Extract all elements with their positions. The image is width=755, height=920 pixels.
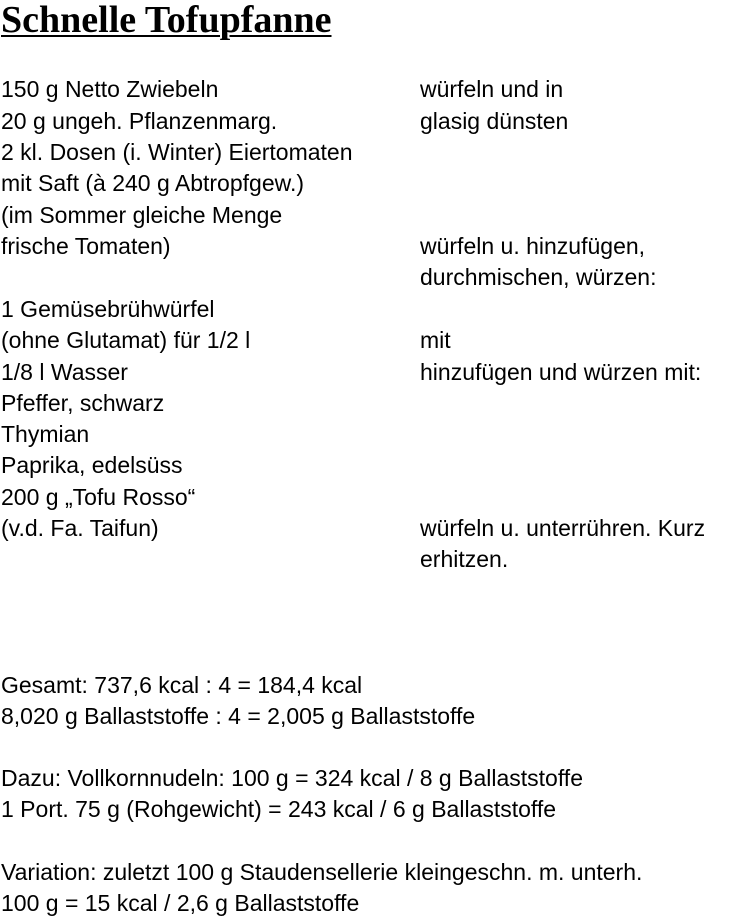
instruction-line: würfeln und in [420, 76, 564, 102]
ingredient-line: Thymian [1, 421, 90, 447]
ingredient-line: (v.d. Fa. Taifun) [1, 515, 159, 541]
variation-line: Variation: zuletzt 100 g Staudensellerie kleingeschn. m. unterh. [1, 859, 643, 885]
ingredient-line: 200 g „Tofu Rosso“ [1, 484, 196, 510]
ingredient-line: (ohne Glutamat) für 1/2 l [1, 327, 251, 353]
ingredient-line: 20 g ungeh. Pflanzenmarg. [1, 108, 278, 134]
instruction-line: durchmischen, würzen: [420, 264, 657, 290]
ingredient-line: 1/8 l Wasser [1, 359, 128, 385]
instruction-line: hinzufügen und würzen mit: [420, 359, 702, 385]
instruction-line: mit [420, 327, 451, 353]
variation-line: 100 g = 15 kcal / 2,6 g Ballaststoffe [1, 890, 360, 916]
ingredient-line: 150 g Netto Zwiebeln [1, 76, 219, 102]
side-dish-line: Dazu: Vollkornnudeln: 100 g = 324 kcal / 8 g Ballaststoffe [1, 765, 583, 791]
side-dish-line: 1 Port. 75 g (Rohgewicht) = 243 kcal / 6 g Ballaststoffe [1, 796, 557, 822]
ingredient-line: Pfeffer, schwarz [1, 390, 165, 416]
ingredient-line: 1 Gemüsebrühwürfel [1, 296, 215, 322]
instruction-line: würfeln u. hinzufügen, [420, 233, 646, 259]
instruction-line: würfeln u. unterrühren. Kurz [420, 515, 706, 541]
totals-line: 8,020 g Ballaststoffe : 4 = 2,005 g Ballaststoffe [1, 703, 476, 729]
ingredient-line: frische Tomaten) [1, 233, 171, 259]
ingredient-line: (im Sommer gleiche Menge [1, 202, 283, 228]
instruction-line: glasig dünsten [420, 108, 569, 134]
ingredient-line: 2 kl. Dosen (i. Winter) Eiertomaten [1, 139, 353, 165]
ingredient-line: mit Saft (à 240 g Abtropfgew.) [1, 170, 304, 196]
recipe-title: Schnelle Tofupfanne [1, 0, 332, 41]
instruction-line: erhitzen. [420, 546, 509, 572]
ingredient-line: Paprika, edelsüss [1, 452, 183, 478]
totals-line: Gesamt: 737,6 kcal : 4 = 184,4 kcal [1, 672, 363, 698]
